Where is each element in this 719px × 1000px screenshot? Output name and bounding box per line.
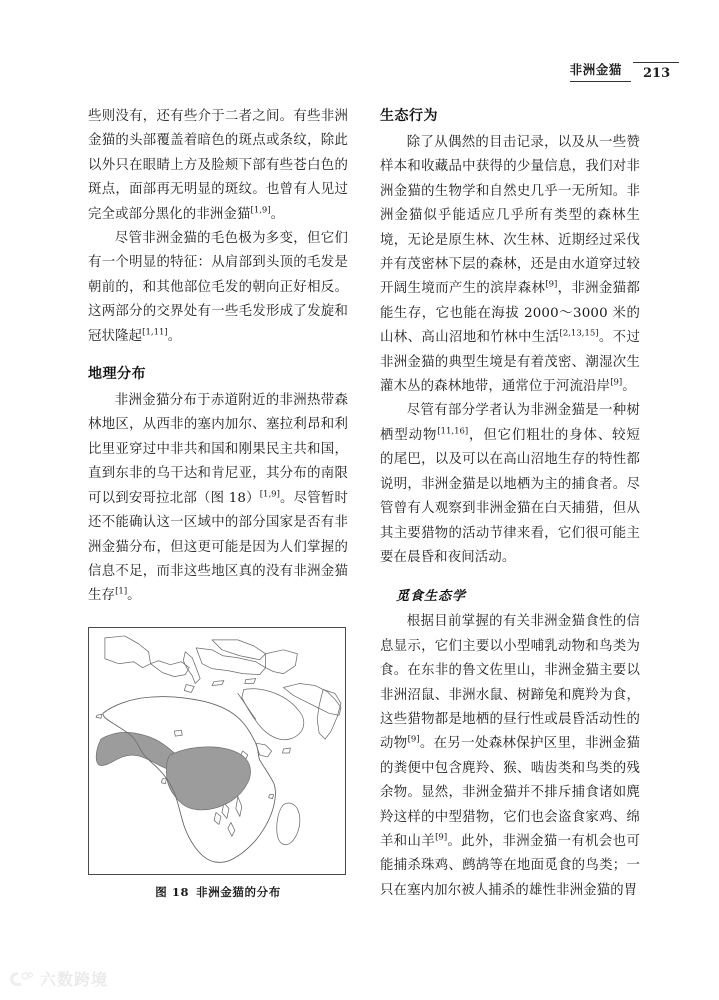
paragraph-arboreal-terrestrial — [380, 399, 640, 570]
paragraph-tail: 。 — [127, 588, 141, 604]
paragraph-distribution — [88, 389, 348, 609]
paragraph-habitat — [380, 131, 640, 399]
section-heading-distribution: 地理分布 — [88, 366, 146, 383]
figure-caption — [88, 884, 348, 900]
paragraph-text: 。尽管暂时还不能确认这一区域中的部分国家是否有非洲金猫分布，但这更可能是因为人们掌握的信息不足，而非这些地区真的没有非洲金猫生存 — [88, 490, 348, 604]
watermark-text: 六数跨境 — [40, 970, 109, 989]
paragraph-text: 根据目前掌握的有关非洲金猫食性的信息显示，它们主要以小型哺乳动物和鸟类为食。在东非的鲁文佐里山，非洲金猫主要以非洲沼鼠、非洲水鼠、树蹄兔和麂羚为食，这些猎物都是地栖的昼行性或晨昏活动性的动物 — [380, 614, 640, 752]
right-column — [380, 105, 640, 945]
distribution-shade-congo-basin — [166, 747, 250, 810]
paragraph-tail: 。 — [622, 379, 636, 395]
paragraph-text: 。此外，非洲金猫一有机会也可能捕杀珠鸡、鹧鸪等在地面觅食的鸟类；一只在塞内加尔被人捕杀的雄性非洲金猫的胃 — [380, 833, 640, 898]
africa-distribution-map — [89, 628, 345, 874]
figure-distribution-map — [88, 627, 348, 900]
paragraph-tail: 。 — [270, 206, 285, 222]
paragraph-text: 除了从偶然的目击记录，以及从一些赞样本和收藏品中获得的少量信息，我们对非洲金猫的生物学和自然史几乎一无所知。非洲金猫似乎能适应几乎所有类型的森林生境，无论是原生林、次生林、近期经过采伐并有茂密林下层的森林，还是由水道穿过较开阔生境而产生的滨岸森林 — [380, 135, 640, 297]
page-number: 213 — [633, 62, 679, 81]
paragraph-text: 尽管有部分学者认为非洲金猫是一种树栖型动物 — [380, 403, 640, 443]
citation-ref: [1,9] — [259, 489, 280, 500]
body-columns — [88, 105, 640, 945]
running-head — [570, 62, 679, 82]
paragraph-text: 尽管非洲金猫的毛色极为多变，但它们有一个明显的特征：从肩部到头顶的毛发是朝前的，和其他部位毛发的朝向正好相反。这两部分的交界处有一些毛发形成了发旋和冠状隆起 — [88, 231, 348, 344]
map-frame — [88, 627, 346, 875]
citation-ref: [9] — [435, 832, 448, 843]
paragraph-text: 非洲金猫分布于赤道附近的非洲热带森林地区，从西非的塞内加尔、塞拉利昂和利比里亚穿过中非共和国和刚果民主共和国，直到东非的乌干达和肯尼亚，其分布的南限可以到安哥拉北部（图 18） — [88, 393, 348, 506]
paragraph-coat-markings — [88, 105, 348, 227]
subsection-heading-foraging: 觅食生态学 — [396, 589, 467, 605]
citation-ref: [9] — [545, 279, 558, 290]
citation-ref: [9] — [610, 377, 623, 388]
paragraph-text: 。在另一处森林保护区里，非洲金猫的粪便中包含麂羚、猴、啮齿类和鸟类的残余物。显然，非洲金猫并不排斥捕食诸如麂羚这样的中型猎物，它们也会盗食家鸡、绵羊和山羊 — [380, 736, 640, 849]
paragraph-text: 。不过非洲金猫的典型生境是有着茂密、潮湿次生灌木丛的森林地带，通常位于河流沿岸 — [380, 330, 640, 395]
paragraph-diet — [380, 610, 640, 903]
left-column — [88, 105, 348, 945]
section-heading-ecology: 生态行为 — [380, 108, 438, 124]
paragraph-text: 些则没有，还有些介于二者之间。有些非洲金猫的头部覆盖着暗色的斑点或条纹，除此以外只在眼睛上方及脸颊下部有些苍白色的斑点，面部再无明显的斑纹。也曾有人见过完全或部分黑化的非洲金猫 — [88, 109, 348, 222]
running-head-title: 非洲金猫 — [570, 62, 631, 82]
citation-ref: [1,11] — [142, 327, 168, 338]
citation-ref: [1] — [115, 586, 128, 597]
citation-ref: [9] — [407, 734, 420, 745]
citation-ref: [11,16] — [437, 426, 469, 437]
citation-ref: [2,13,15] — [559, 328, 599, 339]
figure-caption-text: 非洲金猫的分布 — [196, 884, 281, 899]
paragraph-text: ，但它们粗壮的身体、较短的尾巴，以及可以在高山沼地生存的特性都说明，非洲金猫是以地栖为主的捕食者。尽管曾有人观察到非洲金猫在白天捕猎，但从其主要猎物的活动节律来看，它们很可能主要在晨昏和夜间活动。 — [380, 427, 640, 565]
paragraph-tail: 。 — [167, 328, 182, 344]
watermark-logo-icon — [8, 969, 34, 989]
paragraph-text: ，非洲金猫都能生存，它也能在海拔 2000～3000 米的山林、高山沼地和竹林中生活 — [380, 281, 640, 346]
citation-ref: [1,9] — [250, 205, 271, 216]
figure-caption-number: 图 18 — [155, 884, 190, 899]
paragraph-hair-whorl — [88, 227, 348, 349]
watermark — [8, 967, 108, 990]
